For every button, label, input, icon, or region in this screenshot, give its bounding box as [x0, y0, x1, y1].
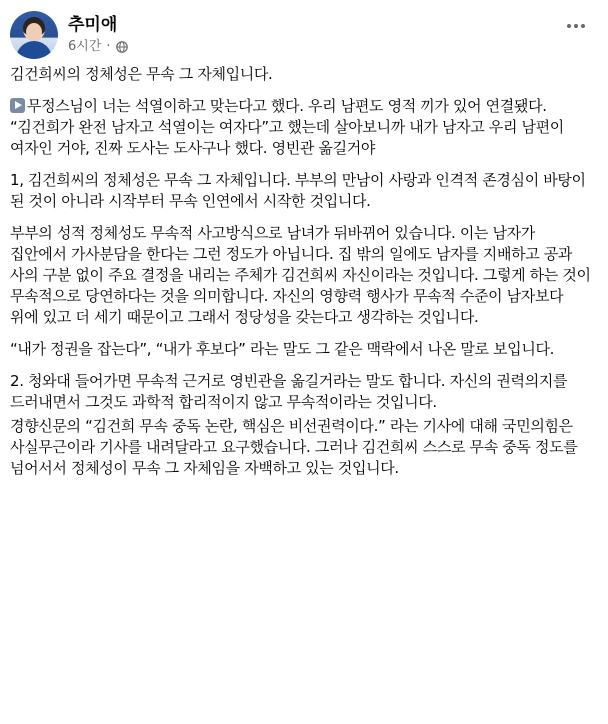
avatar-body — [16, 41, 52, 59]
more-options-icon[interactable] — [558, 12, 594, 40]
post-text — [10, 64, 594, 490]
post-paragraph-with-video — [10, 96, 594, 159]
post-paragraph: 2. 청와대 들어가면 무속적 근거로 영빈관을 옮길거라는 말도 합니다. 자신의 권력의지를 드러내면서 그것도 과학적 합리적이지 않고 무속적이라는 것입니다. — [10, 372, 568, 411]
post-paragraph: 무정스님이 너는 석열이하고 맞는다고 했다. 우리 남편도 영적 끼가 있어 연결됐다. “김건희가 완전 남자고 석열이는 여자다”고 했는데 살아보니까 내가 남자고 우리 남편이 여자인 거야, 진짜 도사는 도사구나 했다. 영빈관 옮길거야 — [10, 97, 564, 157]
play-video-icon[interactable] — [10, 98, 25, 113]
globe-icon[interactable] — [116, 41, 128, 53]
post-meta — [68, 14, 128, 56]
post-paragraph: 김건희씨의 정체성은 무속 그 자체입니다. — [10, 65, 273, 83]
post-paragraph: “내가 정권을 잡는다”, “내가 후보다” 라는 말도 그 같은 맥락에서 나온 말로 보입니다. — [10, 340, 555, 358]
author-name[interactable]: 추미애 — [68, 15, 118, 35]
meta-separator: · — [106, 39, 111, 54]
post-paragraph: 부부의 성적 정체성도 무속적 사고방식으로 남녀가 뒤바뀌어 있습니다. 이는 남자가 집안에서 가사분담을 한다는 그런 정도가 아닙니다. 집 밖의 일에도 남자를 지배하고 공과 사의 구분 없이 주요 결정을 내리는 주체가 김건희씨 자신이라는 것입니다. 그렇게 하는 것이 무속적으로 당연하다는 것을 의미합니다. 자신의 영향력 행사가 무속적 수준이 남자보다 위에 있고 더 세기 때문이고 그래서 정당성을 갖는다고 생각하는 것입니다. — [10, 224, 591, 326]
post-paragraph: 경향신문의 “김건희 무속 중독 논란, 핵심은 비선권력이다.” 라는 기사에 대해 국민의힘은 사실무근이라 기사를 내려달라고 요구했습니다. 그러나 김건희씨 스스로 무속 중독 정도를 넘어서서 정체성이 무속 그 자체임을 자백하고 있는 것입니다. — [10, 417, 578, 477]
post-submeta — [68, 38, 128, 56]
avatar[interactable] — [10, 11, 58, 59]
post-paragraph: 1, 김건희씨의 정체성은 무속 그 자체입니다. 부부의 만남이 사랑과 인격적 존경심이 바탕이 된 것이 아니라 시작부터 무속 인연에서 시작한 것입니다. — [10, 171, 586, 210]
post-time[interactable]: 6시간 — [68, 39, 102, 54]
avatar-face — [26, 23, 42, 41]
post-header — [10, 10, 128, 60]
